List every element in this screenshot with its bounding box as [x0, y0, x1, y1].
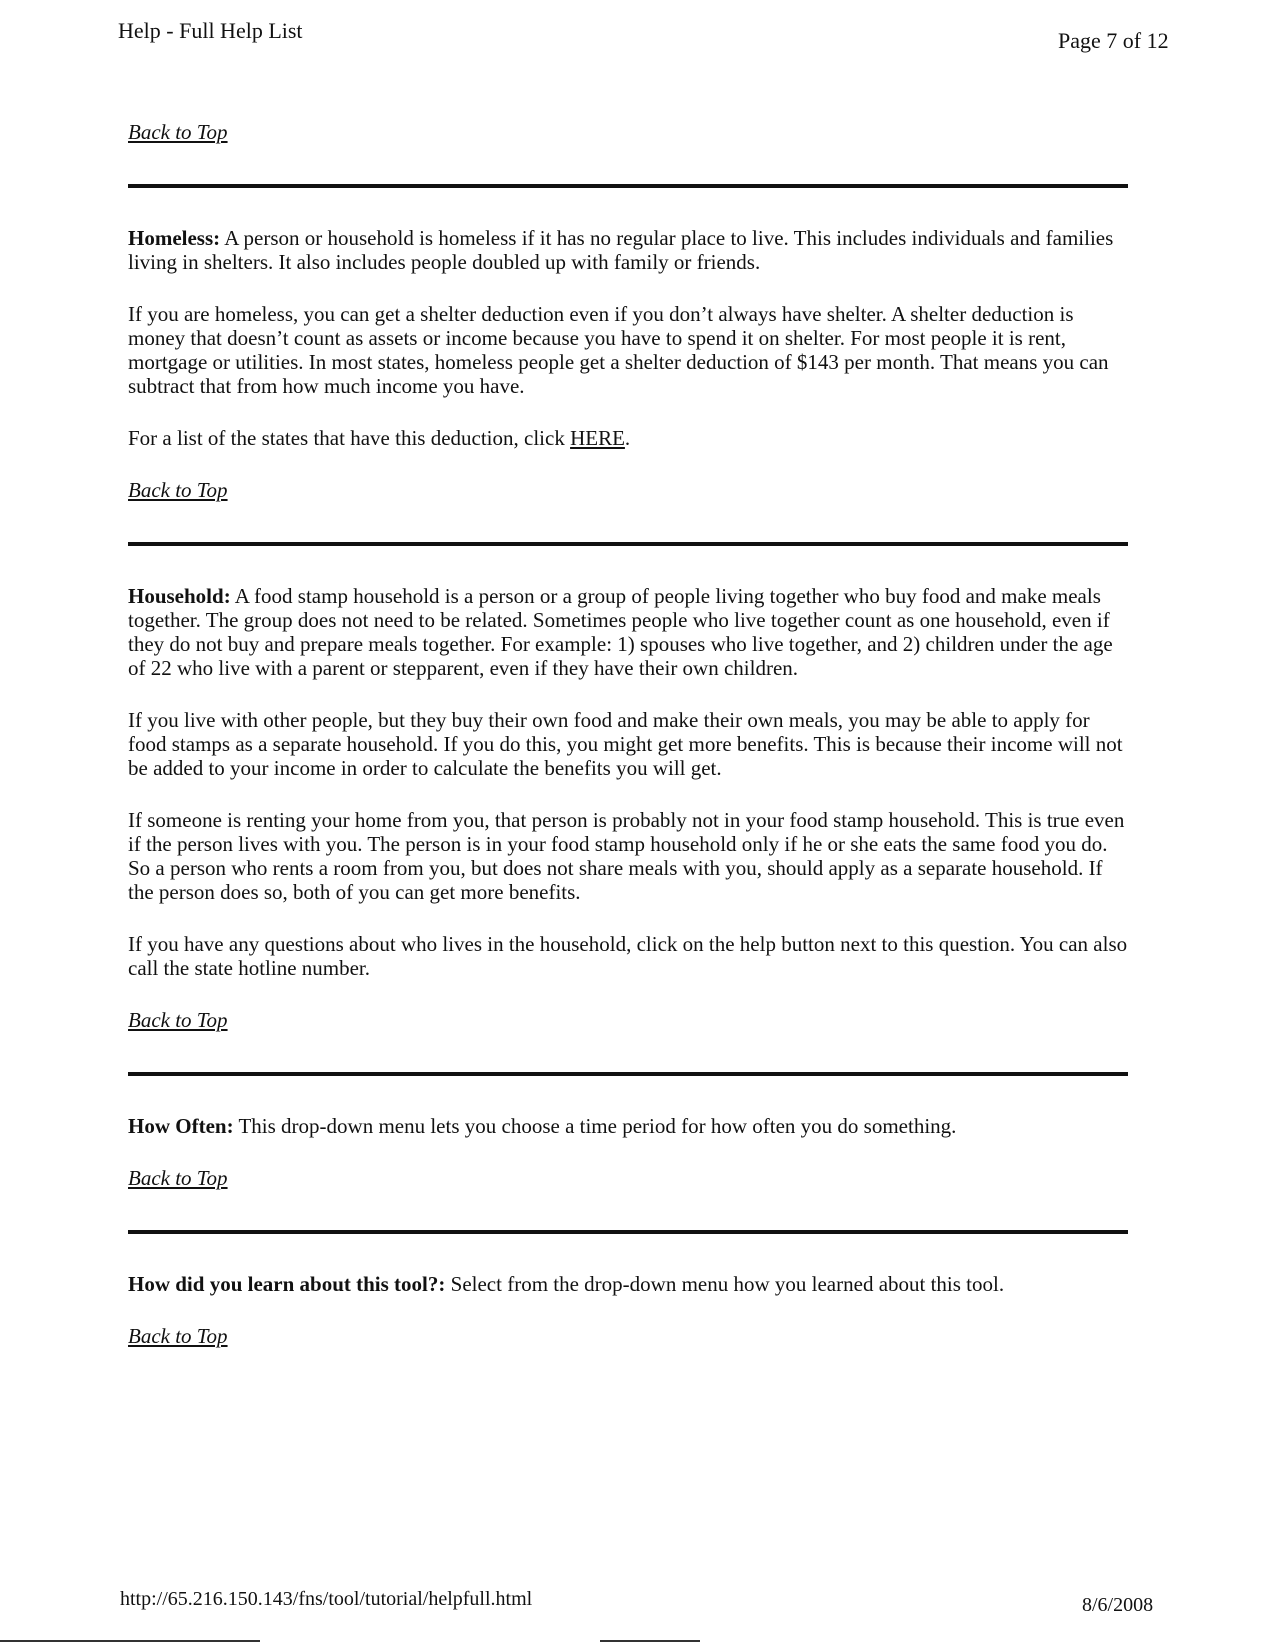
definition-text: Select from the drop-down menu how you learned about this tool.: [450, 1272, 1005, 1296]
divider: [128, 542, 1128, 546]
divider: [128, 184, 1128, 188]
term-heading: Homeless:: [128, 226, 221, 250]
term-heading: How did you learn about this tool?:: [128, 1272, 446, 1296]
scan-artifact: [0, 1640, 260, 1642]
section-how-often: [128, 1114, 1128, 1138]
link-intro: For a list of the states that have this deduction, click: [128, 426, 571, 450]
definition-text: If you are homeless, you can get a shelter deduction even if you don’t always have shelter. A shelter deduction is money that doesn’t count as assets or income because you have to spend it on shelter. For most people it is rent, mortgage or utilities. In most states, homeless people get a shelter deduction of $143 per month. That means you can subtract that from how much income you have.: [128, 302, 1109, 398]
divider: [128, 1072, 1128, 1076]
back-to-top-link[interactable]: Back to Top: [128, 1324, 228, 1348]
footer-url: http://65.216.150.143/fns/tool/tutorial/helpfull.html: [120, 1588, 533, 1610]
here-link[interactable]: HERE: [570, 426, 625, 450]
definition-text: A person or household is homeless if it has no regular place to live. This includes individuals and families living in shelters. It also includes people doubled up with family or friends.: [128, 226, 1114, 274]
document-title: Help - Full Help List: [118, 18, 303, 43]
back-to-top-link[interactable]: Back to Top: [128, 1166, 228, 1190]
punctuation: .: [624, 426, 631, 450]
definition-text: If you live with other people, but they buy their own food and make their own meals, you may be able to apply for food stamps as a separate household. If you do this, you might get more benefits. This is because their income will not be added to your income in order to calculate the benefits you will get.: [128, 708, 1123, 780]
term-heading: Household:: [128, 584, 231, 608]
footer-date: 8/6/2008: [1082, 1594, 1154, 1616]
back-to-top-link[interactable]: Back to Top: [128, 1008, 228, 1032]
help-content: [128, 120, 1128, 1348]
page-number: Page 7 of 12: [1058, 28, 1169, 53]
definition-text: A food stamp household is a person or a group of people living together who buy food and make meals together. The group does not need to be related. Sometimes people who live together count as one household, even if they do not buy and prepare meals together. For example: 1) spouses who live together, and 2) children under the age of 22 who live with a parent or stepparent, even if they have their own children.: [128, 584, 1113, 680]
definition-text: If someone is renting your home from you, that person is probably not in your food stamp household. This is true even if the person lives with you. The person is in your food stamp household only if he or she eats the same food you do. So a person who rents a room from you, but does not share meals with you, should apply as a separate household. If the person does so, both of you can get more benefits.: [128, 808, 1125, 904]
back-to-top-link[interactable]: Back to Top: [128, 120, 228, 144]
divider: [128, 1230, 1128, 1234]
term-heading: How Often:: [128, 1114, 234, 1138]
scan-artifact: [600, 1640, 700, 1642]
definition-text: This drop-down menu lets you choose a time period for how often you do something.: [238, 1114, 957, 1138]
section-homeless: [128, 226, 1128, 450]
section-how-did-you-learn: [128, 1272, 1128, 1296]
back-to-top-link[interactable]: Back to Top: [128, 478, 228, 502]
definition-text: If you have any questions about who lives in the household, click on the help button next to this question. You can also call the state hotline number.: [128, 932, 1128, 980]
section-household: [128, 584, 1128, 980]
